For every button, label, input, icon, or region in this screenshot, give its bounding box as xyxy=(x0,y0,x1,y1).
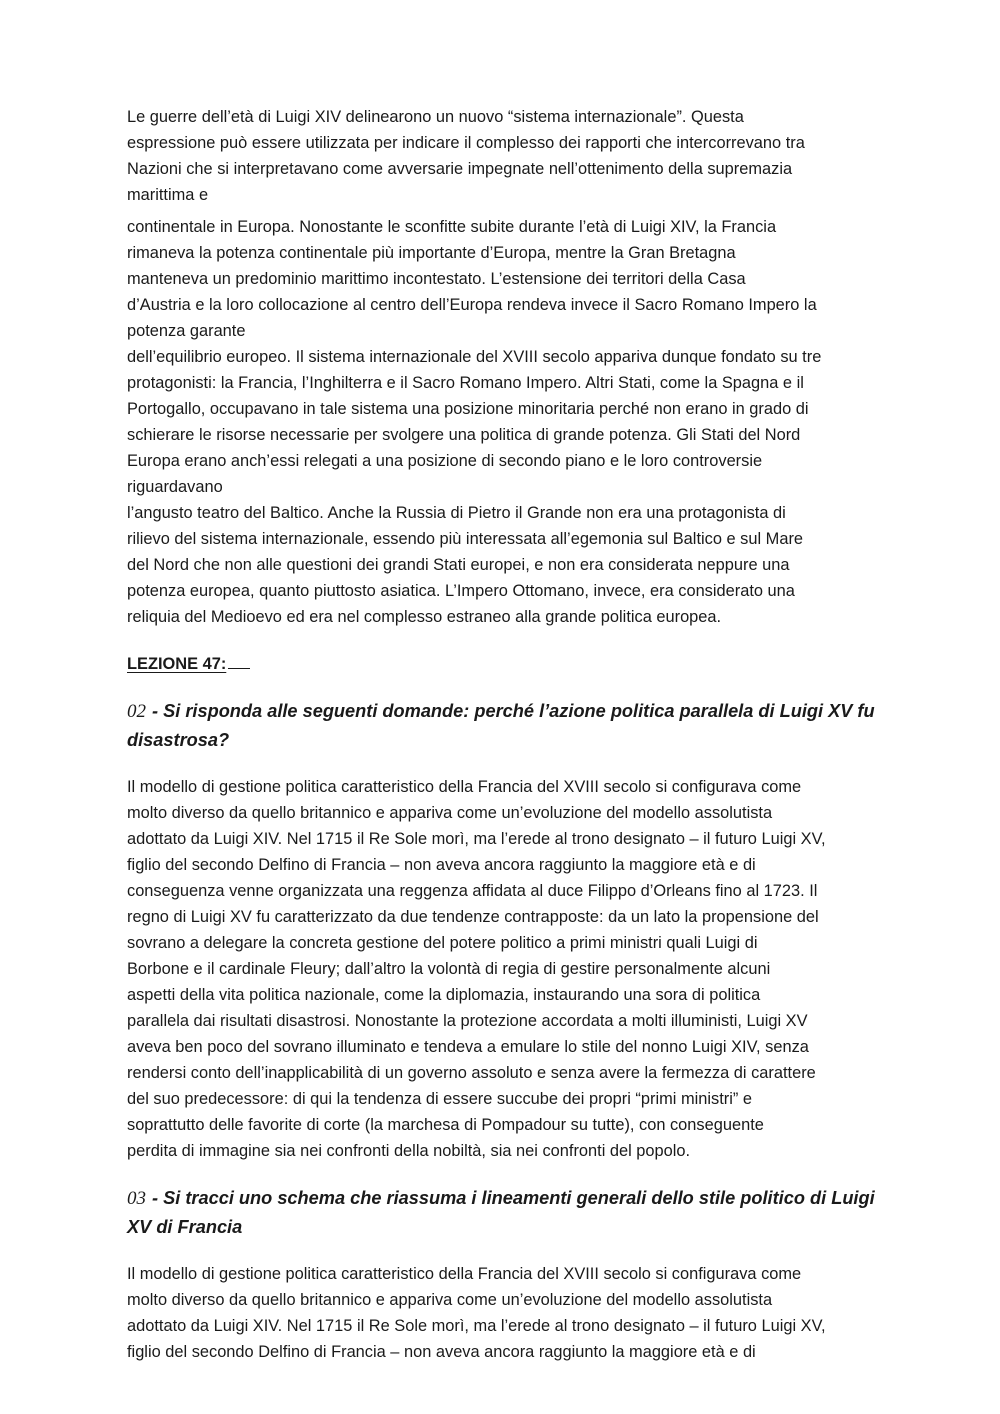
question-title-line: - Si tracci uno schema che riassuma i lineamenti generali dello stile politico di Luigi xyxy=(152,1188,875,1208)
text-line: schierare le risorse necessarie per svolgere una politica di grande potenza. Gli Stati del Nord xyxy=(127,426,801,444)
underline-rule xyxy=(228,650,250,669)
text-line: figlio del secondo Delfino di Francia – non aveva ancora raggiunto la maggiore età e di xyxy=(127,1343,756,1361)
intro-paragraph-2 xyxy=(127,214,877,630)
text-line: d’Austria e la loro collocazione al centro dell’Europa rendeva invece il Sacro Romano Impero la xyxy=(127,296,817,314)
text-line: l’angusto teatro del Baltico. Anche la Russia di Pietro il Grande non era una protagonista di xyxy=(127,504,786,522)
text-line: Borbone e il cardinale Fleury; dall’altro la volontà di regia di gestire personalmente alcuni xyxy=(127,960,771,978)
text-line: protagonisti: la Francia, l’Inghilterra e il Sacro Romano Impero. Altri Stati, come la Spagna e il xyxy=(127,374,804,392)
question-number: 02 xyxy=(127,701,146,722)
text-line: adottato da Luigi XIV. Nel 1715 il Re Sole morì, ma l’erede al trono designato – il futuro Luigi XV, xyxy=(127,830,826,848)
text-line: parallela dai risultati disastrosi. Nonostante la protezione accordata a molti illuministi, Luigi XV xyxy=(127,1012,808,1030)
question-03-heading xyxy=(127,1184,877,1241)
text-line: Le guerre dell’età di Luigi XIV delinearono un nuovo “sistema internazionale”. Questa xyxy=(127,108,744,126)
answer-02 xyxy=(127,774,877,1164)
text-line: molto diverso da quello britannico e appariva come un’evoluzione del modello assolutista xyxy=(127,804,773,822)
text-line: rimaneva la potenza continentale più importante d’Europa, mentre la Gran Bretagna xyxy=(127,244,736,262)
text-line: espressione può essere utilizzata per indicare il complesso dei rapporti che intercorrevano tra xyxy=(127,134,805,152)
question-number: 03 xyxy=(127,1188,146,1209)
text-line: potenza garante xyxy=(127,322,246,340)
text-line: soprattutto delle favorite di corte (la marchesa di Pompadour su tutte), con conseguente xyxy=(127,1116,764,1134)
document-page xyxy=(127,104,877,1365)
text-line: Nazioni che si interpretavano come avversarie impegnate nell’ottenimento della supremazia xyxy=(127,160,793,178)
lesson-label: LEZIONE 47: xyxy=(127,655,227,673)
answer-03 xyxy=(127,1261,877,1365)
text-line: del Nord che non alle questioni dei grandi Stati europei, e non era considerata neppure una xyxy=(127,556,790,574)
text-line: marittima e xyxy=(127,186,209,204)
text-line: adottato da Luigi XIV. Nel 1715 il Re Sole morì, ma l’erede al trono designato – il futuro Luigi XV, xyxy=(127,1317,826,1335)
text-line: aveva ben poco del sovrano illuminato e tendeva a emulare lo stile del nonno Luigi XIV, senza xyxy=(127,1038,809,1056)
text-line: continentale in Europa. Nonostante le sconfitte subite durante l’età di Luigi XIV, la Francia xyxy=(127,218,777,236)
text-line: riguardavano xyxy=(127,478,223,496)
question-02-heading xyxy=(127,697,877,754)
text-line: Il modello di gestione politica caratteristico della Francia del XVIII secolo si configurava come xyxy=(127,778,802,796)
text-line: perdita di immagine sia nei confronti della nobiltà, sia nei confronti del popolo. xyxy=(127,1142,691,1160)
text-line: aspetti della vita politica nazionale, come la diplomazia, instaurando una sora di politica xyxy=(127,986,761,1004)
text-line: reliquia del Medioevo ed era nel complesso estraneo alla grande politica europea. xyxy=(127,608,722,626)
text-line: regno di Luigi XV fu caratterizzato da due tendenze contrapposte: da un lato la propensione del xyxy=(127,908,819,926)
text-line: Il modello di gestione politica caratteristico della Francia del XVIII secolo si configurava come xyxy=(127,1265,802,1283)
text-line: figlio del secondo Delfino di Francia – non aveva ancora raggiunto la maggiore età e di xyxy=(127,856,756,874)
question-title-line: disastrosa? xyxy=(127,730,230,750)
lesson-heading xyxy=(127,650,877,677)
text-line: molto diverso da quello britannico e appariva come un’evoluzione del modello assolutista xyxy=(127,1291,773,1309)
text-line: Europa erano anch’essi relegati a una posizione di secondo piano e le loro controversie xyxy=(127,452,763,470)
question-title-line: - Si risponda alle seguenti domande: perché l’azione politica parallela di Luigi XV fu xyxy=(152,701,875,721)
question-title-line: XV di Francia xyxy=(127,1217,243,1237)
text-line: Portogallo, occupavano in tale sistema una posizione minoritaria perché non erano in grado di xyxy=(127,400,809,418)
text-line: rendersi conto dell’inapplicabilità di un governo assoluto e senza avere la fermezza di carattere xyxy=(127,1064,816,1082)
text-line: manteneva un predominio marittimo incontestato. L’estensione dei territori della Casa xyxy=(127,270,746,288)
intro-paragraph-1 xyxy=(127,104,877,208)
text-line: rilievo del sistema internazionale, essendo più interessata all’egemonia sul Baltico e sul Mare xyxy=(127,530,804,548)
text-line: del suo predecessore: di qui la tendenza di essere succube dei propri “primi ministri” e xyxy=(127,1090,752,1108)
text-line: sovrano a delegare la concreta gestione del potere politico a primi ministri quali Luigi di xyxy=(127,934,758,952)
text-line: potenza europea, quanto piuttosto asiatica. L’Impero Ottomano, invece, era considerato una xyxy=(127,582,795,600)
text-line: dell’equilibrio europeo. Il sistema internazionale del XVIII secolo appariva dunque fondato su tre xyxy=(127,348,822,366)
text-line: conseguenza venne organizzata una reggenza affidata al duce Filippo d’Orleans fino al 1723. Il xyxy=(127,882,818,900)
